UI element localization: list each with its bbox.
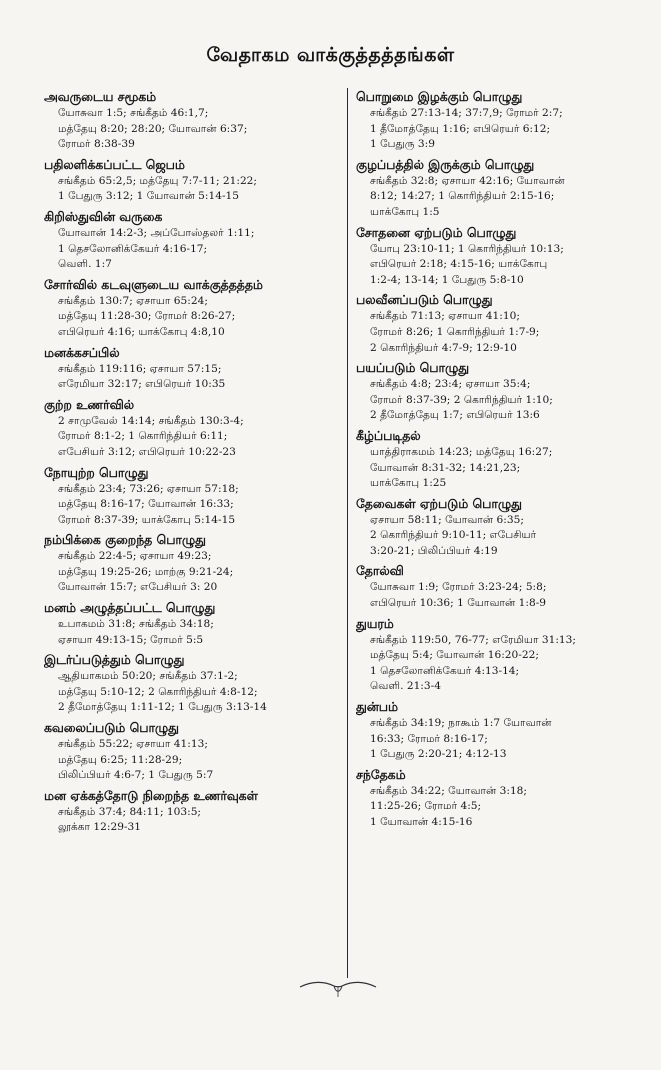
reference-line: ரோமர் 8:38-39: [58, 138, 135, 151]
verse-references: [44, 294, 344, 341]
section-heading: சோர்வில் கடவுளுடைய வாக்குத்தத்தம்: [44, 276, 263, 292]
reference-line: யாக்கோபு 1:5: [370, 205, 440, 218]
reference-line: 1:2-4; 13-14; 1 பேதுரு 5:8-10: [370, 273, 524, 286]
left-section-2: [44, 208, 344, 273]
reference-line: 1 பேதுரு 3:9: [370, 138, 435, 151]
verse-references: [44, 414, 344, 461]
reference-line: மத்தேயு 6:25; 11:28-29;: [58, 753, 183, 766]
reference-line: 11:25-26; ரோமர் 4:5;: [370, 800, 482, 813]
verse-references: [356, 377, 628, 424]
verse-references: [356, 174, 628, 221]
reference-line: 1 தெசலோனிக்கேயர் 4:16-17;: [58, 242, 208, 255]
section-heading: குழப்பத்தில் இருக்கும் பொழுது: [356, 156, 535, 172]
section-heading: தேவைகள் ஏற்படும் பொழுது: [356, 495, 522, 511]
section-heading: கவலைப்படும் பொழுது: [44, 720, 179, 736]
reference-line: யாத்திராகமம் 14:23; மத்தேயு 16:27;: [370, 445, 553, 458]
left-section-11: [44, 787, 344, 836]
reference-line: 16:33; ரோமர் 8:16-17;: [370, 732, 488, 745]
section-heading: துயரம்: [356, 615, 394, 631]
reference-line: ரோமர் 8:37-39; 2 கொரிந்தியர் 1:10;: [370, 393, 553, 406]
section-heading: சந்தேகம்: [356, 766, 406, 782]
section-heading: மனக்கசப்பில்: [44, 344, 120, 360]
verse-references: [356, 445, 628, 492]
reference-line: எபிரெயர் 2:18; 4:15-16; யாக்கோபு: [370, 258, 548, 271]
reference-line: ஏசாயா 58:11; யோவான் 6:35;: [370, 513, 524, 526]
section-heading: பலவீனப்படும் பொழுது: [356, 292, 493, 308]
left-section-7: [44, 531, 344, 596]
reference-line: மத்தேயு 19:25-26; மாற்கு 9:21-24;: [58, 565, 234, 578]
reference-line: சங்கீதம் 37:4; 84:11; 103:5;: [58, 805, 202, 818]
verse-references: [356, 784, 628, 831]
reference-line: 2 தீமோத்தேயு 1:7; எபிரெயர் 13:6: [370, 409, 540, 422]
reference-line: சங்கீதம் 119:116; ஏசாயா 57:15;: [58, 362, 222, 375]
page-title: வேதாகம வாக்குத்தத்தங்கள்: [206, 44, 455, 66]
right-section-8: [356, 615, 628, 695]
reference-line: சங்கீதம் 119:50, 76-77; எரேமியா 31:13;: [370, 633, 576, 646]
reference-line: வெளி. 21:3-4: [370, 680, 441, 693]
verse-references: [356, 106, 628, 153]
reference-line: ரோமர் 8:1-2; 1 கொரிந்தியர் 6:11;: [58, 430, 228, 443]
section-heading: இடர்ப்படுத்தும் பொழுது: [44, 652, 185, 668]
left-section-1: [44, 156, 344, 205]
reference-line: 2 சாமுவேல் 14:14; சங்கீதம் 130:3-4;: [58, 414, 244, 427]
verse-references: [44, 482, 344, 529]
reference-line: எபிரெயர் 10:36; 1 யோவான் 1:8-9: [370, 597, 547, 610]
section-heading: குற்ற உணர்வில்: [44, 396, 134, 412]
left-section-6: [44, 464, 344, 529]
right-section-3: [356, 291, 628, 356]
verse-references: [44, 617, 344, 648]
ornament-icon: [298, 975, 378, 999]
section-heading: சோதனை ஏற்படும் பொழுது: [356, 224, 517, 240]
right-section-6: [356, 495, 628, 560]
verse-references: [356, 513, 628, 560]
verse-references: [44, 669, 344, 716]
reference-line: யோவான் 14:2-3; அப்போஸ்தலர் 1:11;: [58, 226, 255, 239]
reference-line: ஏசாயா 49:13-15; ரோமர் 5:5: [58, 633, 204, 646]
left-column: [44, 88, 344, 950]
reference-line: மத்தேயு 8:16-17; யோவான் 16:33;: [58, 498, 234, 511]
reference-line: மத்தேயு 11:28-30; ரோமர் 8:26-27;: [58, 310, 236, 323]
verse-references: [44, 106, 344, 153]
reference-line: யோவான் 8:31-32; 14:21,23;: [370, 461, 521, 474]
reference-line: சங்கீதம் 23:4; 73:26; ஏசாயா 57:18;: [58, 482, 239, 495]
reference-line: யோசுவா 1:5; சங்கீதம் 46:1,7;: [58, 107, 209, 119]
section-heading: பயப்படும் பொழுது: [356, 360, 469, 376]
section-heading: துன்பம்: [356, 699, 398, 715]
verse-references: [356, 633, 628, 695]
verse-references: [44, 362, 344, 393]
reference-line: 2 தீமோத்தேயு 1:11-12; 1 பேதுரு 3:13-14: [58, 701, 267, 714]
reference-line: யோபு 23:10-11; 1 கொரிந்தியர் 10:13;: [370, 242, 564, 255]
section-heading: கீழ்ப்படிதல்: [356, 427, 421, 443]
verse-references: [44, 549, 344, 596]
verse-references: [356, 309, 628, 356]
column-divider: [347, 88, 348, 978]
reference-line: சங்கீதம் 71:13; ஏசாயா 41:10;: [370, 310, 520, 323]
reference-line: 1 பேதுரு 3:12; 1 யோவான் 5:14-15: [58, 190, 240, 203]
reference-line: 2 கொரிந்தியர் 9:10-11; எபேசியர்: [370, 529, 537, 542]
reference-line: எரேமியா 32:17; எபிரெயர் 10:35: [58, 378, 226, 391]
reference-line: 1 யோவான் 4:15-16: [370, 816, 473, 828]
verse-references: [44, 226, 344, 273]
section-heading: பொறுமை இழக்கும் பொழுது: [356, 89, 523, 104]
left-section-8: [44, 599, 344, 648]
reference-line: சங்கீதம் 4:8; 23:4; ஏசாயா 35:4;: [370, 378, 531, 391]
reference-line: மத்தேயு 5:4; யோவான் 16:20-22;: [370, 649, 539, 662]
reference-line: வெளி. 1:7: [58, 258, 112, 271]
reference-line: மத்தேயு 8:20; 28:20; யோவான் 6:37;: [58, 122, 248, 135]
section-heading: கிறிஸ்துவின் வருகை: [44, 208, 163, 224]
reference-line: மத்தேயு 5:10-12; 2 கொரிந்தியர் 4:8-12;: [58, 685, 258, 698]
reference-line: சங்கீதம் 55:22; ஏசாயா 41:13;: [58, 738, 208, 751]
verse-references: [44, 174, 344, 205]
right-section-1: [356, 156, 628, 221]
reference-line: உபாகமம் 31:8; சங்கீதம் 34:18;: [58, 618, 214, 631]
verse-references: [356, 716, 628, 763]
reference-line: ரோமர் 8:37-39; யாக்கோபு 5:14-15: [58, 513, 236, 526]
section-heading: மனம் அழுத்தப்பட்ட பொழுது: [44, 600, 216, 616]
left-section-9: [44, 651, 344, 716]
reference-line: ஆதியாகமம் 50:20; சங்கீதம் 37:1-2;: [58, 670, 238, 683]
reference-line: லூக்கா 12:29-31: [58, 821, 142, 834]
reference-line: சங்கீதம் 27:13-14; 37:7,9; ரோமர் 2:7;: [370, 107, 563, 119]
section-heading: மன ஏக்கத்தோடு நிறைந்த உணர்வுகள்: [44, 787, 258, 803]
reference-line: எபிரெயர் 4:16; யாக்கோபு 4:8,10: [58, 325, 225, 338]
section-heading: நம்பிக்கை குறைந்த பொழுது: [44, 532, 206, 548]
right-section-4: [356, 359, 628, 424]
reference-line: சங்கீதம் 65:2,5; மத்தேயு 7:7-11; 21:22;: [58, 174, 257, 187]
section-heading: பதிலளிக்கப்பட்ட ஜெபம்: [44, 156, 185, 172]
right-column: [356, 88, 628, 950]
reference-line: சங்கீதம் 32:8; ஏசாயா 42:16; யோவான்: [370, 174, 565, 187]
reference-line: 8:12; 14:27; 1 கொரிந்தியர் 2:15-16;: [370, 190, 555, 203]
reference-line: பிலிப்பியர் 4:6-7; 1 பேதுரு 5:7: [58, 769, 214, 782]
reference-line: யோவான் 15:7; எபேசியர் 3: 20: [58, 581, 218, 594]
verse-references: [44, 737, 344, 784]
left-section-4: [44, 344, 344, 393]
right-section-0: [356, 88, 628, 153]
reference-line: சங்கீதம் 22:4-5; ஏசாயா 49:23;: [58, 550, 212, 563]
right-section-5: [356, 427, 628, 492]
left-section-5: [44, 396, 344, 461]
right-section-9: [356, 698, 628, 763]
reference-line: 1 தெசலோனிக்கேயர் 4:13-14;: [370, 664, 520, 677]
left-section-0: [44, 88, 344, 153]
right-section-7: [356, 562, 628, 611]
reference-line: சங்கீதம் 34:19; நாகூம் 1:7 யோவான்: [370, 717, 552, 730]
reference-line: 1 பேதுரு 2:20-21; 4:12-13: [370, 748, 507, 761]
reference-line: ரோமர் 8:26; 1 கொரிந்தியர் 1:7-9;: [370, 325, 540, 338]
reference-line: சங்கீதம் 130:7; ஏசாயா 65:24;: [58, 294, 208, 307]
reference-line: சங்கீதம் 34:22; யோவான் 3:18;: [370, 784, 527, 797]
right-section-2: [356, 224, 628, 289]
section-heading: அவருடைய சமூகம்: [44, 89, 157, 104]
reference-line: எபேசியர் 3:12; எபிரெயர் 10:22-23: [58, 445, 236, 458]
reference-line: யாக்கோபு 1:25: [370, 477, 447, 490]
reference-line: யோசுவா 1:9; ரோமர் 3:23-24; 5:8;: [370, 581, 547, 594]
right-section-10: [356, 766, 628, 831]
section-heading: தோல்வி: [356, 563, 404, 579]
section-heading: நோயுற்ற பொழுது: [44, 464, 149, 480]
left-section-10: [44, 719, 344, 784]
reference-line: 3:20-21; பிலிப்பியர் 4:19: [370, 544, 498, 557]
reference-line: 1 தீமோத்தேயு 1:16; எபிரெயர் 6:12;: [370, 122, 551, 135]
verse-references: [356, 580, 628, 611]
verse-references: [44, 805, 344, 836]
left-section-3: [44, 276, 344, 341]
reference-line: 2 கொரிந்தியர் 4:7-9; 12:9-10: [370, 341, 517, 354]
verse-references: [356, 242, 628, 289]
